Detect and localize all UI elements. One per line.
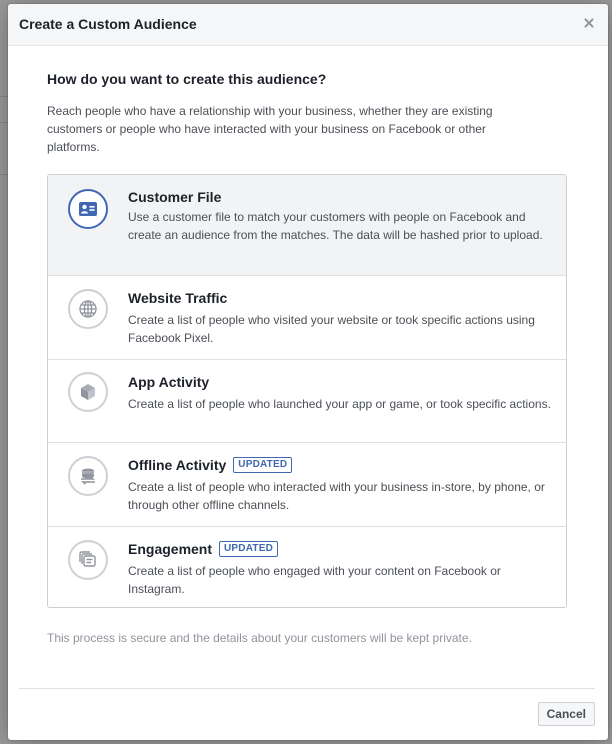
option-description: Create a list of people who launched your app or game, or took specific actions. <box>128 397 551 411</box>
option-title: Customer File <box>128 189 222 205</box>
create-custom-audience-dialog <box>8 4 608 740</box>
intro-text: Reach people who have a relationship with your business, whether they are existing customers or people who have interacted with your business on Facebook or other platforms. <box>47 104 493 154</box>
option-description: Create a list of people who visited your website or took specific actions using Facebook Pixel. <box>128 313 535 345</box>
option-title: App Activity <box>128 374 210 390</box>
option-engagement[interactable] <box>48 526 566 607</box>
backdrop-divider <box>0 96 8 97</box>
updated-badge: UPDATED <box>219 541 278 557</box>
option-description: Create a list of people who interacted with your business in-store, by phone, or through other offline channels. <box>128 480 545 512</box>
globe-icon <box>68 289 108 329</box>
stacked-cards-icon <box>68 540 108 580</box>
audience-source-list <box>47 174 567 608</box>
option-title: Website Traffic <box>128 290 228 306</box>
dialog-title: Create a Custom Audience <box>19 16 197 32</box>
option-description: Use a customer file to match your customers with people on Facebook and create an audience from the matches. The data will be hashed prior to upload. <box>128 210 543 242</box>
backdrop-divider <box>0 174 8 175</box>
close-icon[interactable] <box>582 16 596 30</box>
database-sync-icon <box>68 456 108 496</box>
option-description: Create a list of people who engaged with your content on Facebook or Instagram. <box>128 564 501 596</box>
option-offline-activity[interactable] <box>48 442 566 526</box>
footer-divider <box>19 688 595 689</box>
privacy-footnote: This process is secure and the details about your customers will be kept private. <box>47 631 472 645</box>
option-app-activity[interactable] <box>48 359 566 442</box>
contact-card-icon <box>68 189 108 229</box>
backdrop-divider <box>0 122 8 123</box>
updated-badge: UPDATED <box>233 457 292 473</box>
cube-icon <box>68 372 108 412</box>
cancel-button[interactable]: Cancel <box>538 702 595 726</box>
option-title: Engagement UPDATED <box>128 541 278 557</box>
question-heading: How do you want to create this audience? <box>47 71 327 87</box>
option-title: Offline Activity UPDATED <box>128 457 292 473</box>
option-customer-file[interactable] <box>48 175 566 275</box>
dialog-header <box>8 4 608 46</box>
option-website-traffic[interactable] <box>48 275 566 359</box>
